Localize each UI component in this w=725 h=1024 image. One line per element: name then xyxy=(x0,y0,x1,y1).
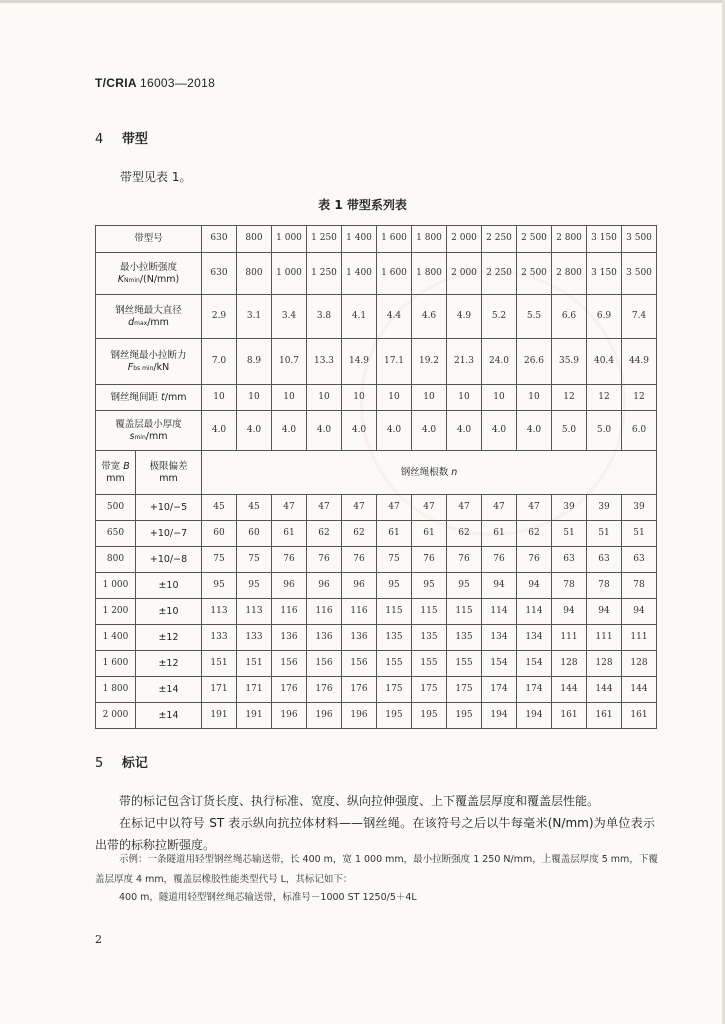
cell-cord-count: 47 xyxy=(307,495,342,521)
cell-cord-count: 115 xyxy=(377,599,412,625)
unit: /kN xyxy=(153,361,170,373)
cell-cord-count: 161 xyxy=(587,703,622,729)
cell-cord-count: 135 xyxy=(377,625,412,651)
cell-cord-count: 136 xyxy=(272,625,307,651)
table-cell: 10 xyxy=(447,385,482,411)
cell-cord-count: 196 xyxy=(307,703,342,729)
row-min-cover-thickness xyxy=(96,411,657,451)
table-cell: 4.0 xyxy=(272,411,307,451)
cell-cord-count: 116 xyxy=(307,599,342,625)
section-title: 标记 xyxy=(121,756,148,771)
cell-tolerance: +10/−7 xyxy=(136,521,202,547)
cell-cord-count: 196 xyxy=(342,703,377,729)
cell-cord-count: 61 xyxy=(272,521,307,547)
cell-cord-count: 194 xyxy=(482,703,517,729)
cell-cord-count: 63 xyxy=(587,547,622,573)
table-cell: 12 xyxy=(622,385,657,411)
cell-cord-count: 62 xyxy=(342,521,377,547)
cell-cord-count: 151 xyxy=(237,651,272,677)
doc-code-number: 16003—2018 xyxy=(140,76,216,90)
cell-cord-count: 63 xyxy=(622,547,657,573)
table-cell: 3 150 xyxy=(587,253,622,295)
section-number: 5 xyxy=(95,756,104,771)
row-min-breaking-force xyxy=(96,339,657,385)
cell-cord-count: 144 xyxy=(552,677,587,703)
cell-cord-count: 176 xyxy=(272,677,307,703)
cell-cord-count: 135 xyxy=(412,625,447,651)
cell-cord-count: 191 xyxy=(202,703,237,729)
cell-cord-count: 161 xyxy=(622,703,657,729)
unit: mm xyxy=(106,472,125,484)
cell-cord-count: 39 xyxy=(552,495,587,521)
table-cell: 4.0 xyxy=(237,411,272,451)
cell-cord-count: 51 xyxy=(552,521,587,547)
table-row xyxy=(96,651,657,677)
cell-cord-count: 39 xyxy=(587,495,622,521)
cell-cord-count: 61 xyxy=(377,521,412,547)
table-cell: 3.4 xyxy=(272,295,307,339)
table-cell: 12 xyxy=(587,385,622,411)
table-cell: 1 800 xyxy=(412,253,447,295)
cell-cord-count: 194 xyxy=(517,703,552,729)
cell-cord-count: 61 xyxy=(412,521,447,547)
table-cell: 1 800 xyxy=(412,226,447,253)
cell-cord-count: 154 xyxy=(517,651,552,677)
marking-example-result: 400 m，隧道用轻型钢丝绳芯输送带，标准号－1000 ST 1250/5＋4L xyxy=(119,892,417,903)
table-cell: 1 250 xyxy=(307,226,342,253)
table-cell: 24.0 xyxy=(482,339,517,385)
cell-cord-count: 96 xyxy=(272,573,307,599)
cell-cord-count: 128 xyxy=(552,651,587,677)
cell-cord-count: 51 xyxy=(622,521,657,547)
cell-cord-count: 156 xyxy=(342,651,377,677)
cell-cord-count: 76 xyxy=(517,547,552,573)
table-cell: 4.1 xyxy=(342,295,377,339)
cell-cord-count: 116 xyxy=(342,599,377,625)
cell-cord-count: 94 xyxy=(517,573,552,599)
section-number: 4 xyxy=(95,132,104,147)
table-cell: 2 250 xyxy=(482,226,517,253)
table-cell: 800 xyxy=(237,253,272,295)
cell-cord-count: 111 xyxy=(587,625,622,651)
table-cell: 4.0 xyxy=(342,411,377,451)
cell-cord-count: 95 xyxy=(377,573,412,599)
cell-cord-count: 155 xyxy=(412,651,447,677)
table-cell: 4.0 xyxy=(307,411,342,451)
table-cell: 1 250 xyxy=(307,253,342,295)
table-cell: 5.0 xyxy=(552,411,587,451)
cell-cord-count: 95 xyxy=(237,573,272,599)
table-cell: 10 xyxy=(342,385,377,411)
cell-cord-count: 134 xyxy=(517,625,552,651)
cell-cord-count: 95 xyxy=(447,573,482,599)
table-cell: 3.1 xyxy=(237,295,272,339)
table-cell: 40.4 xyxy=(587,339,622,385)
cell-cord-count: 78 xyxy=(587,573,622,599)
label-cord-pitch xyxy=(96,385,202,411)
cell-tolerance: ±12 xyxy=(136,625,202,651)
cell-tolerance: ±14 xyxy=(136,703,202,729)
cell-cord-count: 95 xyxy=(202,573,237,599)
document-code xyxy=(95,76,215,90)
label-max-diameter xyxy=(96,295,202,339)
table-caption: 表 1 带型系列表 xyxy=(318,198,407,212)
cell-belt-width: 800 xyxy=(96,547,136,573)
cell-tolerance: ±10 xyxy=(136,573,202,599)
cell-cord-count: 115 xyxy=(412,599,447,625)
table-cell: 12 xyxy=(552,385,587,411)
table-cell: 1 400 xyxy=(342,253,377,295)
cell-cord-count: 114 xyxy=(517,599,552,625)
table-cell: 5.5 xyxy=(517,295,552,339)
subscript: max xyxy=(134,319,148,327)
table-row xyxy=(96,625,657,651)
table-cell: 4.6 xyxy=(412,295,447,339)
cell-cord-count: 76 xyxy=(482,547,517,573)
cell-cord-count: 135 xyxy=(447,625,482,651)
cell-tolerance: +10/−8 xyxy=(136,547,202,573)
table-cell: 5.2 xyxy=(482,295,517,339)
cell-cord-count: 133 xyxy=(237,625,272,651)
table-cell: 10.7 xyxy=(272,339,307,385)
cell-cord-count: 76 xyxy=(412,547,447,573)
table-row xyxy=(96,495,657,521)
label-text: 带宽 xyxy=(101,460,121,472)
cell-tolerance: ±10 xyxy=(136,599,202,625)
cell-cord-count: 176 xyxy=(307,677,342,703)
table-row xyxy=(96,521,657,547)
cell-cord-count: 161 xyxy=(552,703,587,729)
cell-cord-count: 136 xyxy=(307,625,342,651)
table-cell: 21.3 xyxy=(447,339,482,385)
table-cell: 2 000 xyxy=(447,226,482,253)
table-cell: 4.9 xyxy=(447,295,482,339)
cell-cord-count: 196 xyxy=(272,703,307,729)
table-cell: 2 800 xyxy=(552,226,587,253)
cell-cord-count: 78 xyxy=(622,573,657,599)
subscript: bs min xyxy=(133,364,154,372)
cell-belt-width: 1 200 xyxy=(96,599,136,625)
section-5-heading xyxy=(95,752,148,771)
table-cell: 3 500 xyxy=(622,253,657,295)
marking-paragraph-2: 在标记中以符号 ST 表示纵向抗拉体材料——钢丝绳。在该符号之后以牛每毫米(N/mm)为单位表示出带的标称拉断强度。 xyxy=(95,816,655,852)
table-cell: 5.0 xyxy=(587,411,622,451)
cell-belt-width: 1 800 xyxy=(96,677,136,703)
cell-cord-count: 156 xyxy=(272,651,307,677)
cell-tolerance: +10/−5 xyxy=(136,495,202,521)
section-4-intro: 带型见表 1。 xyxy=(120,170,192,184)
cell-cord-count: 60 xyxy=(202,521,237,547)
cell-cord-count: 195 xyxy=(447,703,482,729)
table-row xyxy=(96,703,657,729)
table-row xyxy=(96,573,657,599)
table-cell: 13.3 xyxy=(307,339,342,385)
table-cell: 1 600 xyxy=(377,226,412,253)
cell-cord-count: 60 xyxy=(237,521,272,547)
cell-cord-count: 76 xyxy=(272,547,307,573)
cell-cord-count: 47 xyxy=(482,495,517,521)
cell-cord-count: 195 xyxy=(377,703,412,729)
table-cell: 2 250 xyxy=(482,253,517,295)
cell-cord-count: 47 xyxy=(377,495,412,521)
cell-cord-count: 62 xyxy=(307,521,342,547)
label-text: 最小拉断强度 xyxy=(120,261,178,273)
label-text: 钢丝绳最小拉断力 xyxy=(110,349,187,361)
cell-cord-count: 61 xyxy=(482,521,517,547)
table-cell: 3 500 xyxy=(622,226,657,253)
table-cell: 3.8 xyxy=(307,295,342,339)
table-cell: 10 xyxy=(517,385,552,411)
symbol: s xyxy=(129,430,135,442)
table-cell: 17.1 xyxy=(377,339,412,385)
subscript: min xyxy=(134,433,146,441)
table-cell: 26.6 xyxy=(517,339,552,385)
cell-belt-width: 1 400 xyxy=(96,625,136,651)
table-cell: 6.6 xyxy=(552,295,587,339)
table-cell: 3 150 xyxy=(587,226,622,253)
cell-cord-count: 154 xyxy=(482,651,517,677)
table-cell: 1 400 xyxy=(342,226,377,253)
table-cell: 2 500 xyxy=(517,253,552,295)
table-cell: 4.0 xyxy=(202,411,237,451)
cell-cord-count: 47 xyxy=(342,495,377,521)
symbol: F xyxy=(127,361,134,373)
cell-belt-width: 1 600 xyxy=(96,651,136,677)
table-cell: 1 000 xyxy=(272,226,307,253)
cell-cord-count: 171 xyxy=(237,677,272,703)
table-row xyxy=(96,599,657,625)
table-cell: 4.0 xyxy=(517,411,552,451)
label-min-breaking-force xyxy=(96,339,202,385)
label-text: 钢丝绳根数 xyxy=(400,466,449,478)
cell-cord-count: 171 xyxy=(202,677,237,703)
doc-code-prefix: T/CRIA xyxy=(95,76,137,90)
cell-tolerance: ±14 xyxy=(136,677,202,703)
marking-example: 示例：一条隧道用轻型钢丝绳芯输送带，长 400 m，宽 1 000 mm，最小拉断强度 1 250 N/mm，上覆盖层厚度 5 mm，下覆盖层厚度 4 mm，覆盖层橡胶性能类型代号 L，其标记如下： xyxy=(95,854,658,885)
cell-cord-count: 62 xyxy=(447,521,482,547)
table-cell: 10 xyxy=(482,385,517,411)
cell-cord-count: 75 xyxy=(202,547,237,573)
cell-cord-count: 47 xyxy=(517,495,552,521)
label-min-cover-thickness xyxy=(96,411,202,451)
table-cell: 14.9 xyxy=(342,339,377,385)
cell-cord-count: 78 xyxy=(552,573,587,599)
cell-cord-count: 96 xyxy=(307,573,342,599)
table-cell: 10 xyxy=(237,385,272,411)
cell-cord-count: 151 xyxy=(202,651,237,677)
unit: /mm xyxy=(145,430,168,442)
cell-cord-count: 113 xyxy=(237,599,272,625)
table-cell: 10 xyxy=(272,385,307,411)
cell-cord-count: 76 xyxy=(307,547,342,573)
table-cell: 10 xyxy=(307,385,342,411)
table-cell: 6.9 xyxy=(587,295,622,339)
table-cell: 10 xyxy=(412,385,447,411)
cell-cord-count: 115 xyxy=(447,599,482,625)
table-cell: 8.9 xyxy=(237,339,272,385)
cell-cord-count: 133 xyxy=(202,625,237,651)
label-cord-count xyxy=(202,451,657,495)
row-width-header xyxy=(96,451,657,495)
table-row xyxy=(96,547,657,573)
cell-cord-count: 75 xyxy=(237,547,272,573)
cell-cord-count: 63 xyxy=(552,547,587,573)
cell-belt-width: 2 000 xyxy=(96,703,136,729)
symbol: K xyxy=(117,273,124,285)
cell-cord-count: 176 xyxy=(342,677,377,703)
marking-paragraph-1: 带的标记包含订货长度、执行标准、宽度、纵向拉伸强度、上下覆盖层厚度和覆盖层性能。 xyxy=(119,794,600,808)
cell-cord-count: 116 xyxy=(272,599,307,625)
cell-cord-count: 144 xyxy=(622,677,657,703)
cell-cord-count: 45 xyxy=(237,495,272,521)
cell-cord-count: 195 xyxy=(412,703,447,729)
label-text: 钢丝绳间距 xyxy=(110,391,159,403)
unit: /mm xyxy=(147,316,169,328)
row-cord-pitch xyxy=(96,385,657,411)
table-cell: 4.0 xyxy=(482,411,517,451)
label-text: 钢丝绳最大直径 xyxy=(115,304,182,316)
unit: /mm xyxy=(164,391,187,403)
label-tolerance xyxy=(136,451,202,495)
section-title: 带型 xyxy=(121,132,148,147)
unit: /(N/mm) xyxy=(139,273,180,285)
table-cell: 2 800 xyxy=(552,253,587,295)
table-cell: 7.0 xyxy=(202,339,237,385)
table-cell: 44.9 xyxy=(622,339,657,385)
cell-cord-count: 39 xyxy=(622,495,657,521)
belt-type-table xyxy=(95,225,657,729)
cell-cord-count: 95 xyxy=(412,573,447,599)
cell-cord-count: 94 xyxy=(552,599,587,625)
cell-cord-count: 94 xyxy=(622,599,657,625)
label-text: 覆盖层最小厚度 xyxy=(115,418,182,430)
cell-cord-count: 174 xyxy=(482,677,517,703)
cell-belt-width: 650 xyxy=(96,521,136,547)
table-cell: 7.4 xyxy=(622,295,657,339)
row-min-strength xyxy=(96,253,657,295)
symbol: t xyxy=(161,391,165,403)
cell-cord-count: 75 xyxy=(377,547,412,573)
cell-cord-count: 114 xyxy=(482,599,517,625)
page-number: 2 xyxy=(95,933,102,946)
cell-cord-count: 76 xyxy=(342,547,377,573)
cell-cord-count: 136 xyxy=(342,625,377,651)
cell-cord-count: 111 xyxy=(552,625,587,651)
label-text: 极限偏差 xyxy=(149,460,188,472)
unit: mm xyxy=(159,472,178,484)
cell-cord-count: 45 xyxy=(202,495,237,521)
cell-cord-count: 155 xyxy=(377,651,412,677)
table-cell: 6.0 xyxy=(622,411,657,451)
cell-cord-count: 191 xyxy=(237,703,272,729)
table-cell: 630 xyxy=(202,226,237,253)
section-4-heading xyxy=(95,128,148,147)
cell-cord-count: 94 xyxy=(587,599,622,625)
scan-edge xyxy=(0,0,725,3)
table-cell: 10 xyxy=(202,385,237,411)
cell-cord-count: 47 xyxy=(447,495,482,521)
cell-belt-width: 500 xyxy=(96,495,136,521)
cell-cord-count: 111 xyxy=(622,625,657,651)
cell-cord-count: 144 xyxy=(587,677,622,703)
cell-tolerance: ±12 xyxy=(136,651,202,677)
cell-cord-count: 51 xyxy=(587,521,622,547)
table-cell: 630 xyxy=(202,253,237,295)
row-max-diameter xyxy=(96,295,657,339)
row-belt-type xyxy=(96,226,657,253)
table-cell: 2 000 xyxy=(447,253,482,295)
cell-cord-count: 62 xyxy=(517,521,552,547)
cell-cord-count: 113 xyxy=(202,599,237,625)
cell-cord-count: 156 xyxy=(307,651,342,677)
table-cell: 800 xyxy=(237,226,272,253)
table-cell: 10 xyxy=(377,385,412,411)
cell-cord-count: 175 xyxy=(377,677,412,703)
table-cell: 4.0 xyxy=(377,411,412,451)
label-min-strength xyxy=(96,253,202,295)
label-belt-width xyxy=(96,451,136,495)
table-cell: 1 600 xyxy=(377,253,412,295)
cell-cord-count: 128 xyxy=(622,651,657,677)
table-row xyxy=(96,677,657,703)
cell-cord-count: 47 xyxy=(272,495,307,521)
cell-cord-count: 94 xyxy=(482,573,517,599)
table-cell: 2.9 xyxy=(202,295,237,339)
table-cell: 19.2 xyxy=(412,339,447,385)
label-belt-type: 带型号 xyxy=(96,226,202,253)
cell-belt-width: 1 000 xyxy=(96,573,136,599)
table-cell: 4.0 xyxy=(412,411,447,451)
cell-cord-count: 128 xyxy=(587,651,622,677)
cell-cord-count: 76 xyxy=(447,547,482,573)
table-cell: 4.4 xyxy=(377,295,412,339)
cell-cord-count: 174 xyxy=(517,677,552,703)
symbol: d xyxy=(128,316,135,328)
subscript: Nmin xyxy=(124,276,140,284)
table-cell: 4.0 xyxy=(447,411,482,451)
table-cell: 2 500 xyxy=(517,226,552,253)
cell-cord-count: 47 xyxy=(412,495,447,521)
table-cell: 35.9 xyxy=(552,339,587,385)
cell-cord-count: 175 xyxy=(412,677,447,703)
table-cell: 1 000 xyxy=(272,253,307,295)
cell-cord-count: 96 xyxy=(342,573,377,599)
cell-cord-count: 155 xyxy=(447,651,482,677)
cell-cord-count: 175 xyxy=(447,677,482,703)
symbol: B xyxy=(123,460,130,472)
symbol: n xyxy=(451,466,458,478)
cell-cord-count: 134 xyxy=(482,625,517,651)
